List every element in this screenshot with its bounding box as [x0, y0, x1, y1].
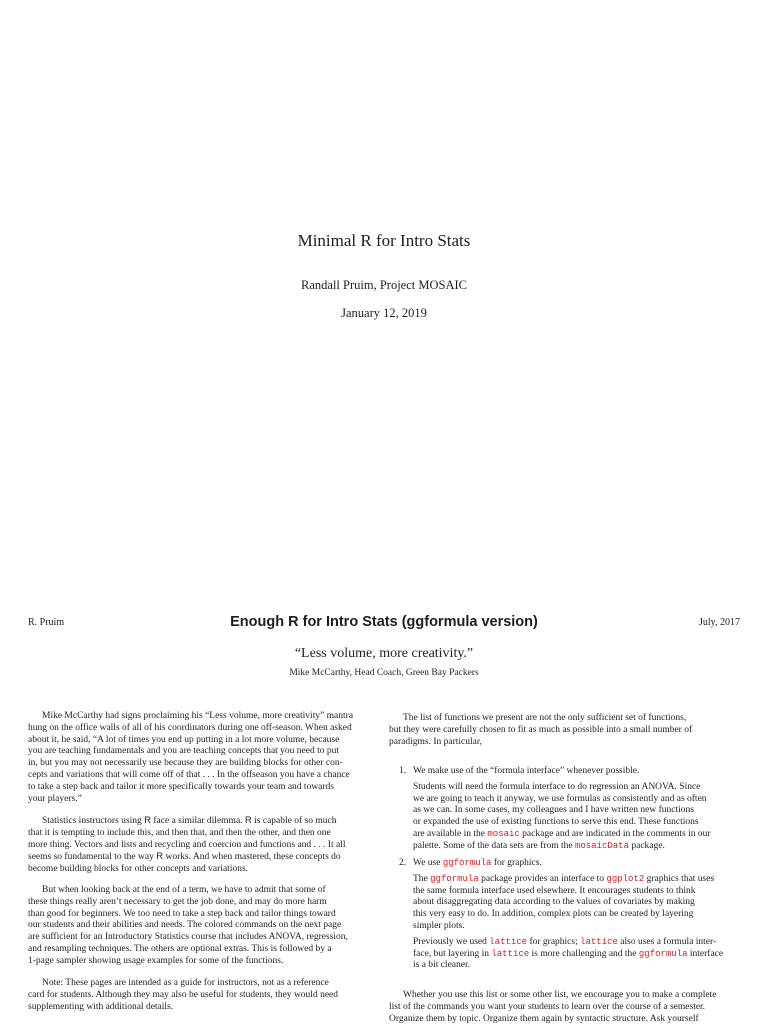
text-line: and resampling techniques. The others are optional extras. This is followed by a — [28, 943, 332, 954]
text-line: these things really aren’t necessary to get the job done, and may do more harm — [28, 896, 327, 907]
text-line: Students will need the formula interface to do regression an ANOVA. Since — [413, 781, 701, 792]
text-line: the same formula interface used elsewhere. It encourages students to think — [413, 885, 696, 896]
list-number: 2. — [399, 858, 407, 868]
text-line: but they were carefully chosen to fit as much as possible into a small number of — [389, 724, 693, 735]
document-date: January 12, 2019 — [341, 306, 427, 320]
code-mosaicdata: mosaicData — [574, 840, 629, 851]
epigraph-quote: “Less volume, more creativity.” — [294, 646, 474, 661]
paragraph-note — [28, 978, 379, 1013]
text-line: list of the commands you want your students to learn over the course of a semester. — [389, 1001, 706, 1012]
text-line: or expanded the use of existing functions to serve this end. These functions — [413, 817, 699, 828]
text-line: Note: These pages are intended as a guide for instructors, not as a reference — [42, 978, 329, 988]
text-line: face, but layering in lattice is more challenging and the ggformula interface — [413, 948, 724, 959]
text-line: are available in the mosaic package and are indicated in the comments in our — [413, 828, 711, 839]
code-ggplot2: ggplot2 — [606, 873, 645, 884]
text-line: you are teaching fundamentals and you are teaching concepts that you need to put — [28, 746, 340, 757]
epigraph-attribution: Mike McCarthy, Head Coach, Green Bay Packers — [289, 668, 479, 678]
text-line: become building blocks for other concepts and variations. — [28, 864, 249, 875]
text-line: our students and their abilities and needs. The colored commands on the next page — [28, 920, 342, 931]
text-line: supplementing with additional details. — [28, 1001, 174, 1012]
code-lattice: lattice — [580, 936, 618, 947]
list-item-head: We use ggformula for graphics. — [413, 858, 542, 868]
list-item-body — [389, 874, 741, 972]
list-item-ggformula — [389, 858, 741, 972]
text-line: Previously we used lattice for graphics; lattice also uses a formula inter- — [413, 936, 717, 947]
paragraph-dilemma — [28, 815, 379, 876]
paragraph-mccarthy — [28, 711, 379, 805]
code-mosaic: mosaic — [487, 828, 520, 839]
text-line: hung on the office walls of all of his coordinators during one off-season. When asked — [28, 722, 352, 733]
text-line: simpler plots. — [413, 920, 465, 931]
text-line: card for students. Although they may also be useful for students, they would need — [28, 989, 339, 1000]
running-header-date: July, 2017 — [698, 617, 740, 628]
text-line: But when looking back at the end of a term, we have to admit that some of — [42, 885, 326, 895]
text-line: Organize them by topic. Organize them again by syntactic structure. Ask yourself — [389, 1013, 699, 1024]
code-lattice: lattice — [491, 948, 530, 959]
text-line: The list of functions we present are not the only sufficient set of functions, — [403, 713, 687, 723]
code-ggformula: ggformula — [430, 873, 479, 884]
text-line: are sufficient for an Introductory Statistics course that includes ANOVA, regression, — [28, 932, 348, 943]
text-line: your players.” — [28, 793, 82, 804]
text-line: about disaggregating data according to the values of covariates by making — [413, 897, 695, 908]
list-item-formula-interface — [389, 766, 741, 853]
list-number: 1. — [399, 766, 407, 776]
paragraph-reflection — [28, 885, 379, 968]
running-header-author: R. Pruim — [28, 617, 65, 628]
code-ggformula: ggformula — [442, 858, 492, 868]
text-line: seems so fundamental to the way R works. And when mastered, these concepts do — [28, 851, 341, 863]
text-line: paradigms. In particular, — [389, 736, 483, 747]
text-line: this very easy to do. In addition, complex plots can be created by layering — [413, 909, 694, 920]
list-item-body — [389, 782, 741, 853]
text-line: 1-page sampler showing usage examples for some of the functions. — [28, 955, 284, 966]
running-header-title: Enough R for Intro Stats (ggformula version) — [230, 614, 538, 630]
list-item-head: We make use of the “formula interface” whenever possible. — [413, 766, 640, 776]
text-line: is a bit cleaner. — [413, 960, 470, 971]
document-title: Minimal R for Intro Stats — [297, 231, 471, 250]
text-line: more thing. Vectors and lists and recycling and coercion and functions and . . . It all — [28, 839, 346, 850]
document-author: Randall Pruim, Project MOSAIC — [301, 278, 467, 292]
code-ggformula: ggformula — [638, 948, 688, 959]
text-line: palette. Some of the data sets are from the mosaicData package. — [413, 840, 665, 851]
text-line: than good for beginners. We too need to take a step back and tailor things toward — [28, 908, 336, 919]
text-line: cepts and variations that will come off of that . . . In the offseason you have a chance — [28, 769, 350, 780]
text-line: as we can. In some cases, my colleagues and I have written new functions — [413, 805, 694, 816]
text-line: The ggformula package provides an interface to ggplot2 graphics that uses — [413, 873, 715, 884]
text-line: that it is tempting to include this, and then that, and then the other, and then one — [28, 827, 331, 838]
paragraph-closing — [389, 990, 741, 1025]
text-line: Whether you use this list or some other list, we encourage you to make a complete — [403, 990, 717, 1000]
code-lattice: lattice — [489, 936, 528, 947]
text-line: about it, he said, “A lot of times you end up putting in a lot more volume, because — [28, 734, 340, 745]
text-line: to take a step back and tailor it more specifically towards your team and towards — [28, 781, 335, 792]
text-line: we are going to teach it anyway, we use formulas as consistently and as often — [413, 793, 707, 804]
text-line: in, but you may not necessarily use because they are building blocks for other con- — [28, 758, 343, 769]
paragraph-intro — [389, 713, 741, 748]
text-line: Statistics instructors using R face a similar dilemma. R is capable of so much — [42, 815, 337, 826]
text-line: Mike McCarthy had signs proclaiming his “Less volume, more creativity” mantra — [42, 711, 354, 721]
